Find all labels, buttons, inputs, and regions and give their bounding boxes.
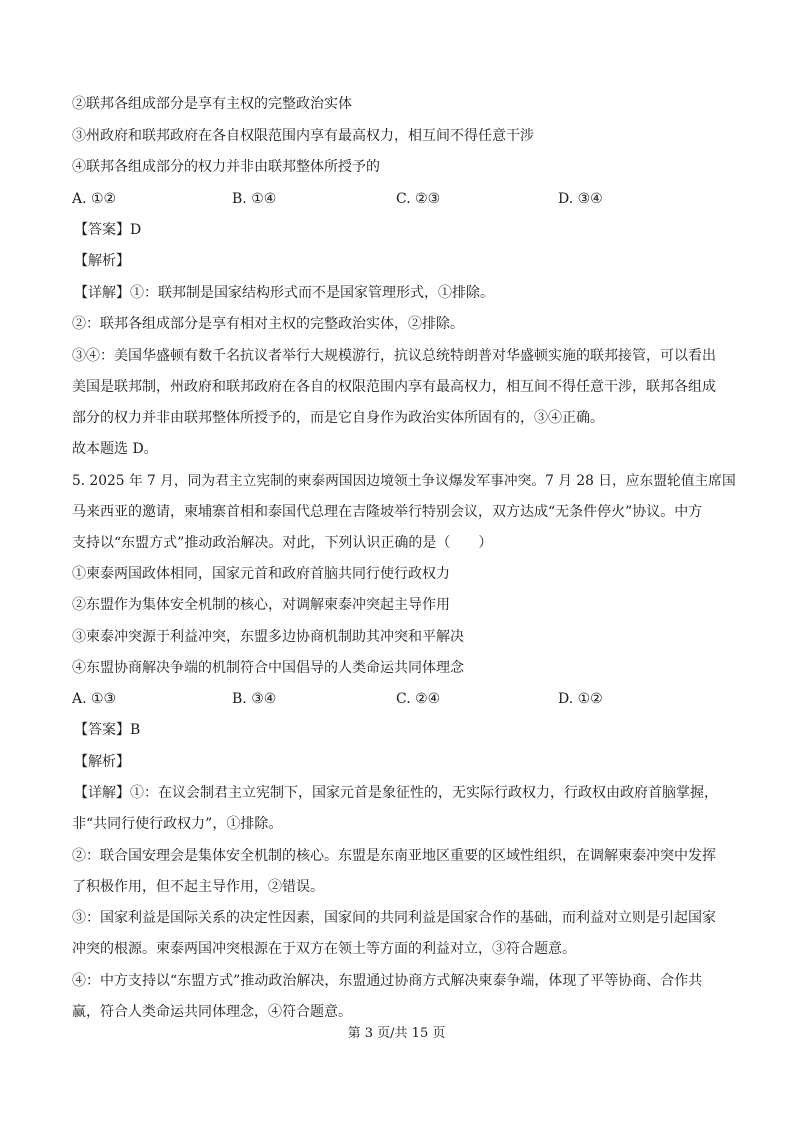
q4-statement-3: ③州政府和联邦政府在各自权限范围内享有最高权力，相互间不得任意干涉 xyxy=(72,128,534,144)
q4-conclusion: 故本题选 D。 xyxy=(72,441,158,457)
q5-analysis-tag: 【解析】 xyxy=(74,754,130,770)
q4-options xyxy=(72,191,732,207)
q5-detail-line: 冲突的根源。柬泰两国冲突根源在于双方在领土等方面的利益对立，③符合题意。 xyxy=(72,941,576,957)
q5-statement-3: ③柬泰冲突源于利益冲突，东盟多边协商机制助其冲突和平解决 xyxy=(72,629,464,645)
q4-detail-line: 【详解】①：联邦制是国家结构形式而不是国家管理形式，①排除。 xyxy=(74,285,494,301)
q4-option-a: A. ①② xyxy=(72,191,117,207)
q4-option-c: C. ②③ xyxy=(396,191,441,207)
q5-option-d: D. ①② xyxy=(558,691,603,707)
q5-detail-line: ②：联合国安理会是集体安全机制的核心。东盟是东南亚地区重要的区域性组织，在调解柬泰冲突中发挥 xyxy=(72,848,716,864)
q5-detail-line: ④：中方支持以“东盟方式”推动政治解决，东盟通过协商方式解决柬泰争端，体现了平等协商、合作共 xyxy=(72,973,703,989)
q5-statement-1: ①柬泰两国政体相同，国家元首和政府首脑共同行使行政权力 xyxy=(72,566,450,582)
q4-statement-2: ②联邦各组成部分是享有主权的完整政治实体 xyxy=(72,96,352,112)
q4-statement-4: ④联邦各组成部分的权力并非由联邦整体所授予的 xyxy=(72,159,380,175)
page-number-footer: 第 3 页/共 15 页 xyxy=(347,1026,446,1041)
q5-detail-line: 【详解】①：在议会制君主立宪制下，国家元首是象征性的，无实际行政权力，行政权由政府首脑掌握， xyxy=(74,785,718,801)
q4-answer: 【答案】D xyxy=(74,222,142,238)
q4-detail-line: 美国是联邦制，州政府和联邦政府在各自的权限范围内享有最高权力，相互间不得任意干涉，联邦各组成 xyxy=(72,379,716,395)
q5-option-b: B. ③④ xyxy=(232,691,277,707)
q5-detail-line: 非“共同行使行政权力”，①排除。 xyxy=(72,816,283,832)
q5-stem-line: 5. 2025 年 7 月，同为君主立宪制的柬泰两国因边境领土争议爆发军事冲突。7 月 28 日，应东盟轮值主席国 xyxy=(72,473,736,489)
q5-detail-line: ③：国家利益是国际关系的决定性因素，国家间的共同利益是国家合作的基础，而利益对立则是引起国家 xyxy=(72,910,716,926)
q5-option-c: C. ②④ xyxy=(396,691,441,707)
q5-detail-line: 了积极作用，但不起主导作用，②错误。 xyxy=(72,879,324,895)
q5-option-a: A. ①③ xyxy=(72,691,117,707)
q4-analysis-tag: 【解析】 xyxy=(74,253,130,269)
q5-statement-4: ④东盟协商解决争端的机制符合中国倡导的人类命运共同体理念 xyxy=(72,660,464,676)
q4-detail-line: ②：联邦各组成部分是享有相对主权的完整政治实体，②排除。 xyxy=(72,316,464,332)
q5-stem-line: 马来西亚的邀请，柬埔寨首相和泰国代总理在吉隆坡举行特别会议，双方达成“无条件停火”协议。中方 xyxy=(72,504,703,520)
q4-detail-line: ③④：美国华盛顿有数千名抗议者举行大规模游行，抗议总统特朗普对华盛顿实施的联邦接管，可以看出 xyxy=(72,348,716,364)
q5-detail-line: 赢，符合人类命运共同体理念，④符合题意。 xyxy=(72,1004,352,1020)
q4-option-b: B. ①④ xyxy=(232,191,277,207)
q5-options xyxy=(72,691,732,707)
q4-option-d: D. ③④ xyxy=(558,191,603,207)
q5-stem-line: 支持以“东盟方式”推动政治解决。对此，下列认识正确的是（ ） xyxy=(72,535,493,551)
q4-detail-line: 部分的权力并非由联邦整体所授予的，而是它自身作为政治实体所固有的，③④正确。 xyxy=(72,410,604,426)
q5-answer: 【答案】B xyxy=(74,722,141,738)
q5-statement-2: ②东盟作为集体安全机制的核心，对调解柬泰冲突起主导作用 xyxy=(72,597,450,613)
